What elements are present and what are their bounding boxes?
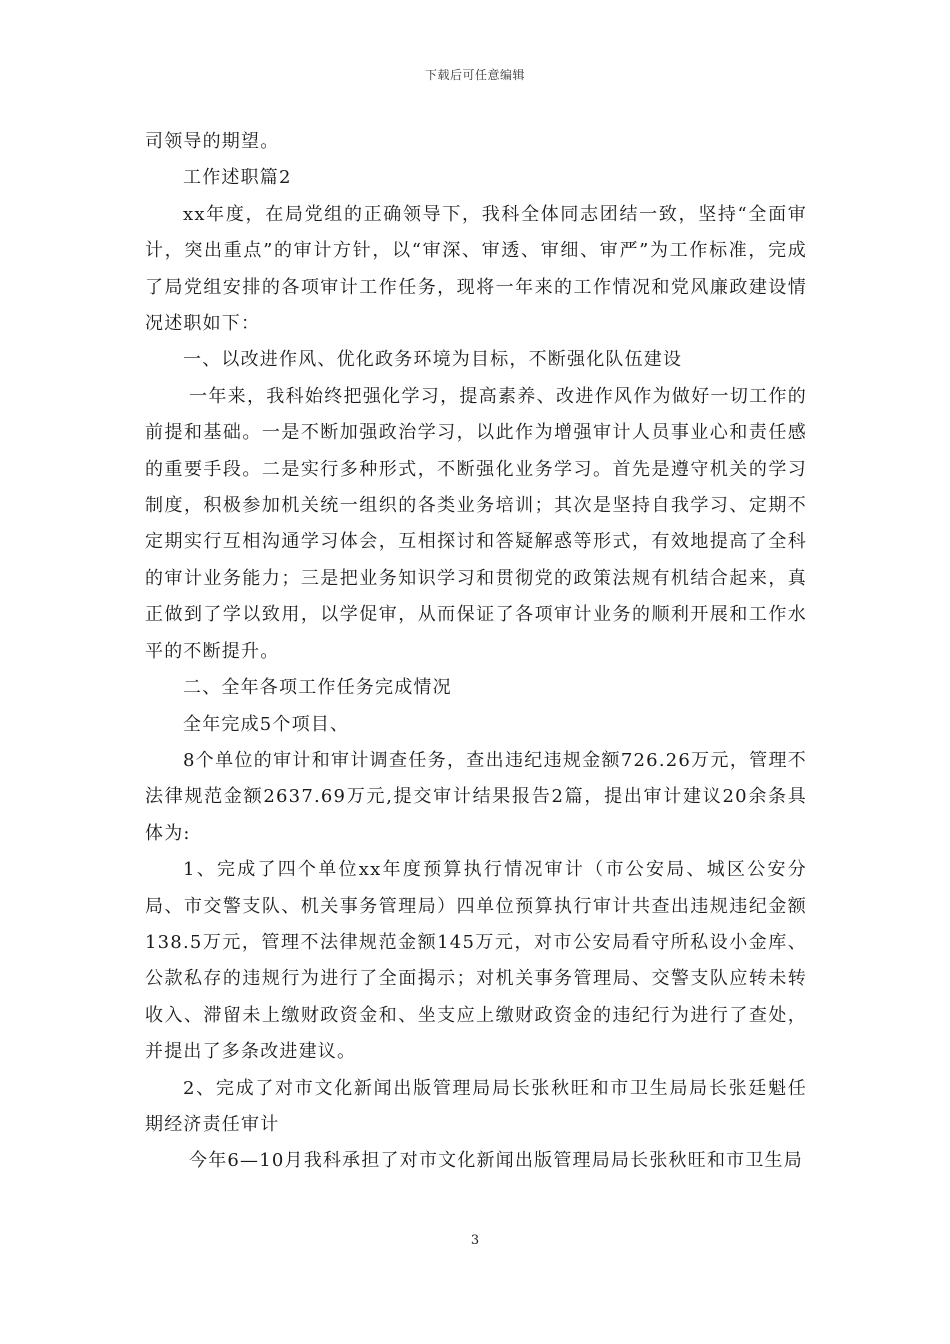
heading-two: 二、全年各项工作任务完成情况	[183, 677, 452, 699]
heading-one: 一、以改进作风、优化政务环境为目标，不断强化队伍建设	[183, 349, 683, 371]
paragraph-tenure-audit: 今年6—10月我科承担了对市文化新闻出版管理局局长张秋旺和市卫生局	[189, 1150, 803, 1172]
paragraph-audit-results: 8个单位的审计和审计调查任务，查出违纪违规金额726.26万元，管理不法律规范金额2637.69万元,提交审计结果报告2篇，提出审计建议20余条具体为:	[145, 749, 807, 844]
list-item-1: 1、完成了四个单位xx年度预算执行情况审计（市公安局、城区公安分局、市交警支队、机关事务管理局）四单位预算执行审计共查出违规违纪金额138.5万元，管理不法律规范金额145万元，对市公安局看守所私设小金库、公款私存的违规行为进行了全面揭示；对机关事务管理局、交警支队应转未转收入、滞留未上缴财政资金和、坐支应上缴财政资金的违纪行为进行了查处，并提出了多条改进建议。	[145, 859, 807, 1063]
paragraph-study: 一年来，我科始终把强化学习，提高素养、改进作风作为做好一切工作的前提和基础。一是不断加强政治学习，以此作为增强审计人员事业心和责任感的重要手段。二是实行多种形式，不断强化业务学习。首先是遵守机关的学习制度，积极参加机关统一组织的各类业务培训；其次是坚持自我学习、定期不定期实行互相沟通学习体会，互相探讨和答疑解惑等形式，有效地提高了全科的审计业务能力；三是把业务知识学习和贯彻党的政策法规有机结合起来，真正做到了学以致用，以学促审，从而保证了各项审计业务的顺利开展和工作水平的不断提升。	[145, 385, 807, 662]
page-number: 3	[470, 1233, 480, 1248]
document-body	[145, 124, 807, 1180]
list-item-2: 2、完成了对市文化新闻出版管理局局长张秋旺和市卫生局局长张廷魁任期经济责任审计	[145, 1077, 807, 1135]
section-title: 工作述职篇2	[183, 167, 292, 189]
paragraph-intro: xx年度，在局党组的正确领导下，我科全体同志团结一致，坚持“全面审计，突出重点”的审计方针，以“审深、审透、审细、审严”为工作标准，完成了局党组安排的各项审计工作任务，现将一年来的工作情况和党风廉政建设情况述职如下：	[145, 203, 807, 335]
paragraph-projects: 全年完成5个项目、	[183, 713, 350, 735]
header-note: 下载后可任意编辑	[424, 68, 525, 82]
paragraph-continuation: 司领导的期望。	[145, 131, 280, 152]
